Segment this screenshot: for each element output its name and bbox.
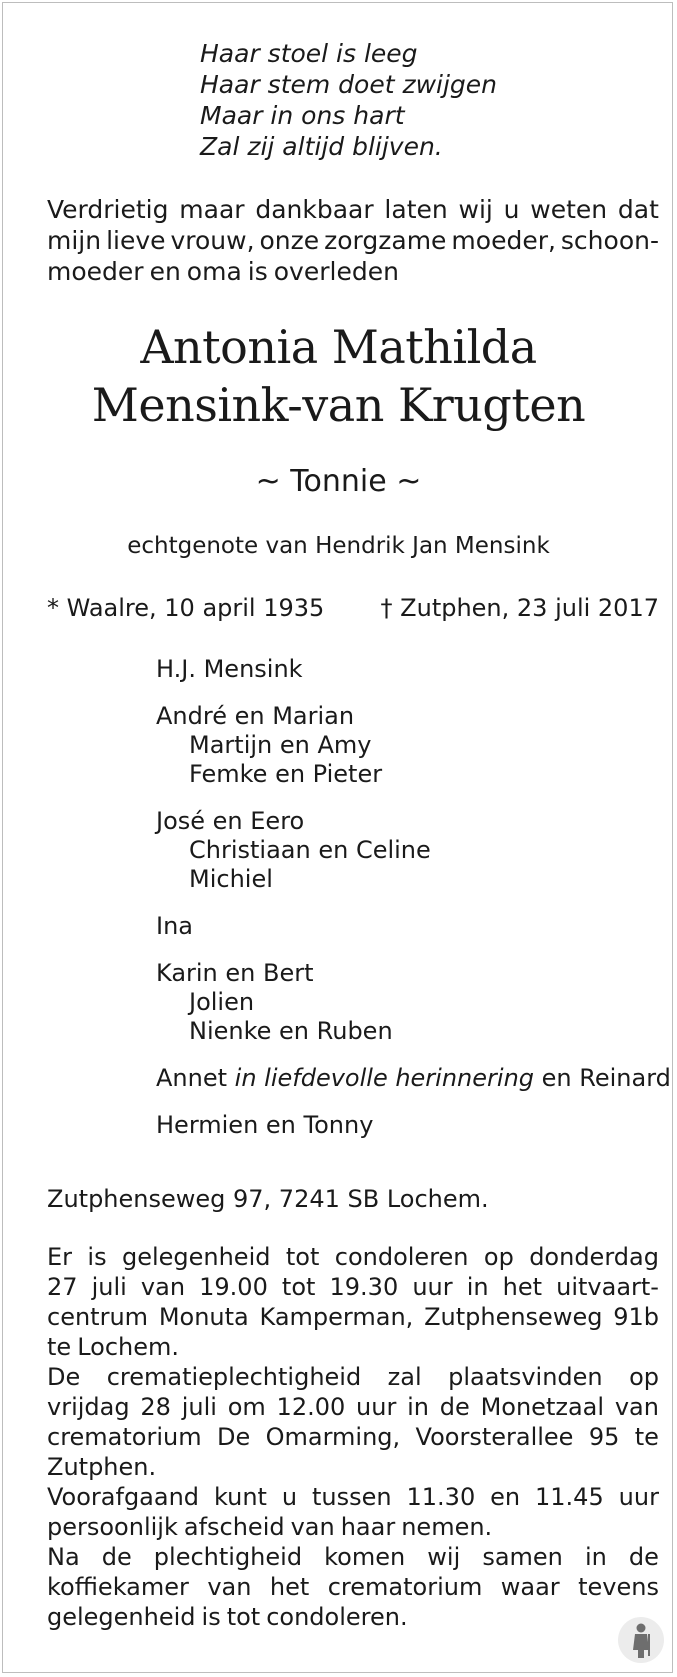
word: samen	[482, 1543, 563, 1571]
grandchild: Christiaan en Celine	[189, 836, 431, 864]
arrangements-line	[47, 1482, 659, 1512]
family-group	[156, 1064, 671, 1093]
family-group	[156, 1111, 671, 1140]
word: 95	[588, 1423, 620, 1451]
word: centrum	[47, 1303, 149, 1331]
grandchild: Femke en Pieter	[189, 760, 383, 788]
word: wij	[458, 195, 493, 224]
word: Monetzaal	[480, 1393, 605, 1421]
word: crematorium	[327, 1573, 483, 1601]
word: donderdag	[529, 1243, 659, 1271]
word: van	[290, 1513, 335, 1541]
word: en	[149, 257, 181, 286]
arrangements-line	[47, 1542, 659, 1572]
word: is	[201, 1603, 221, 1631]
family-member: André en Marian	[156, 702, 355, 730]
poem-line: Haar stoel is leeg	[200, 39, 418, 68]
word: gelegenheid	[121, 1243, 271, 1271]
arrangements-line	[47, 1302, 659, 1332]
word: dankbaar	[255, 195, 374, 224]
home-address: Zutphenseweg 97, 7241 SB Lochem.	[47, 1185, 489, 1213]
intro-line	[47, 225, 659, 256]
word: dat	[617, 195, 659, 224]
word: weten	[530, 195, 608, 224]
word: Er	[47, 1243, 73, 1271]
word: onze	[259, 226, 320, 255]
word: en	[490, 1483, 521, 1511]
word: moeder	[47, 257, 144, 286]
word: uitvaart-	[556, 1273, 659, 1301]
word: condoleren	[334, 1243, 469, 1271]
word: tussen	[311, 1483, 392, 1511]
word: schoon-	[560, 226, 659, 255]
word: het	[269, 1573, 310, 1601]
arrangements-line	[47, 1332, 659, 1362]
word: 19.30	[329, 1273, 399, 1301]
arrangements-line	[47, 1422, 659, 1452]
word: in	[466, 1273, 489, 1301]
word: op	[629, 1363, 659, 1391]
poem-line: Zal zij altijd blijven.	[200, 132, 443, 161]
arrangements-text	[47, 1242, 659, 1632]
word: lieve	[106, 226, 166, 255]
grandchild: Jolien	[189, 988, 255, 1016]
word: gelegenheid	[47, 1603, 196, 1631]
word: de	[101, 1543, 132, 1571]
birth-date: * Waalre, 10 april 1935	[47, 594, 325, 622]
word: tot	[226, 1603, 261, 1631]
word: tevens	[578, 1573, 659, 1601]
word: uur	[412, 1273, 453, 1301]
poem	[200, 38, 497, 162]
arrangements-line	[47, 1392, 659, 1422]
word: De	[216, 1423, 251, 1451]
arrangements-line	[47, 1452, 659, 1482]
deceased-surname: Mensink-van Krugten	[91, 378, 586, 432]
family-member: Hermien en Tonny	[156, 1111, 374, 1139]
intro-line	[47, 256, 659, 287]
word: Zutphen.	[47, 1453, 157, 1481]
word: laten	[384, 195, 448, 224]
in-memoriam-note: in liefdevolle herinnering	[234, 1064, 535, 1092]
word: te	[47, 1333, 72, 1361]
word: vrouw,	[170, 226, 255, 255]
poem-line: Maar in ons hart	[200, 101, 405, 130]
word: Monuta	[158, 1303, 249, 1331]
word: Omarming,	[265, 1423, 401, 1451]
word: de	[439, 1393, 470, 1421]
word: de	[628, 1543, 659, 1571]
word: moeder,	[451, 226, 556, 255]
word: zal	[387, 1363, 422, 1391]
word: van	[140, 1273, 186, 1301]
word: koffiekamer	[47, 1573, 189, 1601]
word: mijn	[47, 226, 102, 255]
arrangements-line	[47, 1242, 659, 1272]
word: te	[634, 1423, 659, 1451]
family-group	[156, 807, 671, 894]
word: vrijdag	[47, 1393, 130, 1421]
word: crematieplechtigheid	[106, 1363, 362, 1391]
word: kunt	[213, 1483, 267, 1511]
family-group	[156, 655, 671, 684]
family-member	[156, 1064, 671, 1093]
memorial-figure-icon	[617, 1616, 665, 1664]
arrangements-line	[47, 1512, 659, 1542]
word: Na	[47, 1543, 80, 1571]
intro-line	[47, 194, 659, 225]
word: maar	[179, 195, 245, 224]
word: crematorium	[47, 1423, 202, 1451]
arrangements-line	[47, 1362, 659, 1392]
word: uur	[356, 1393, 397, 1421]
word: juli	[91, 1273, 127, 1301]
deceased-first-names: Antonia Mathilda	[140, 320, 537, 374]
word: 12.00	[276, 1393, 346, 1421]
word: van	[614, 1393, 659, 1421]
word: persoonlijk	[47, 1513, 178, 1541]
arrangements-line	[47, 1602, 659, 1632]
word: zorgzame	[324, 226, 447, 255]
word: het	[502, 1273, 543, 1301]
family-member: José en Eero	[156, 807, 305, 835]
family-group	[156, 702, 671, 789]
family-member: Karin en Bert	[156, 959, 314, 987]
spouse-line: echtgenote van Hendrik Jan Mensink	[127, 533, 550, 559]
word: komen	[324, 1543, 406, 1571]
word: Zutphenseweg	[424, 1303, 603, 1331]
word: condoleren.	[266, 1603, 408, 1631]
word: uur	[618, 1483, 659, 1511]
word: wij	[427, 1543, 461, 1571]
arrangements-line	[47, 1272, 659, 1302]
word: 11.45	[535, 1483, 604, 1511]
word: in	[584, 1543, 607, 1571]
family-member-partner: en Reinard	[541, 1064, 671, 1092]
word: van	[207, 1573, 252, 1601]
word: tot	[285, 1243, 320, 1271]
word: om	[227, 1393, 266, 1421]
word: op	[483, 1243, 514, 1271]
word: Verdrietig	[47, 195, 169, 224]
arrangements-line	[47, 1572, 659, 1602]
intro-text	[47, 194, 659, 287]
word: afscheid	[183, 1513, 285, 1541]
word: is	[87, 1243, 107, 1271]
family-group	[156, 912, 671, 941]
word: 28	[140, 1393, 171, 1421]
deceased-name	[0, 318, 677, 434]
word: nemen.	[401, 1513, 493, 1541]
family-list	[156, 655, 671, 1158]
word: Voorafgaand	[47, 1483, 200, 1511]
word: 91b	[613, 1303, 659, 1331]
family-member-name: Annet	[156, 1064, 228, 1092]
word: u	[503, 195, 520, 224]
grandchild: Michiel	[189, 865, 273, 893]
word: oma	[186, 257, 242, 286]
grandchild: Nienke en Ruben	[189, 1017, 393, 1045]
death-date: † Zutphen, 23 juli 2017	[380, 594, 659, 622]
word: plechtigheid	[153, 1543, 303, 1571]
poem-line: Haar stem doet zwijgen	[200, 70, 498, 99]
word: De	[47, 1363, 81, 1391]
word: is	[247, 257, 268, 286]
deceased-nickname: ~ Tonnie ~	[255, 464, 422, 499]
family-member: Ina	[156, 912, 193, 940]
family-member: H.J. Mensink	[156, 655, 303, 683]
word: tot	[281, 1273, 316, 1301]
word: juli	[181, 1393, 217, 1421]
word: Kamperman,	[259, 1303, 414, 1331]
word: Lochem.	[77, 1333, 179, 1361]
family-group	[156, 959, 671, 1046]
word: waar	[500, 1573, 560, 1601]
word: u	[281, 1483, 298, 1511]
word: 27	[47, 1273, 78, 1301]
word: 19.00	[199, 1273, 268, 1301]
word: in	[407, 1393, 430, 1421]
word: overleden	[273, 257, 399, 286]
word: 11.30	[406, 1483, 476, 1511]
word: plaatsvinden	[448, 1363, 603, 1391]
grandchild: Martijn en Amy	[189, 731, 372, 759]
word: haar	[340, 1513, 396, 1541]
word: Voorsterallee	[415, 1423, 574, 1451]
